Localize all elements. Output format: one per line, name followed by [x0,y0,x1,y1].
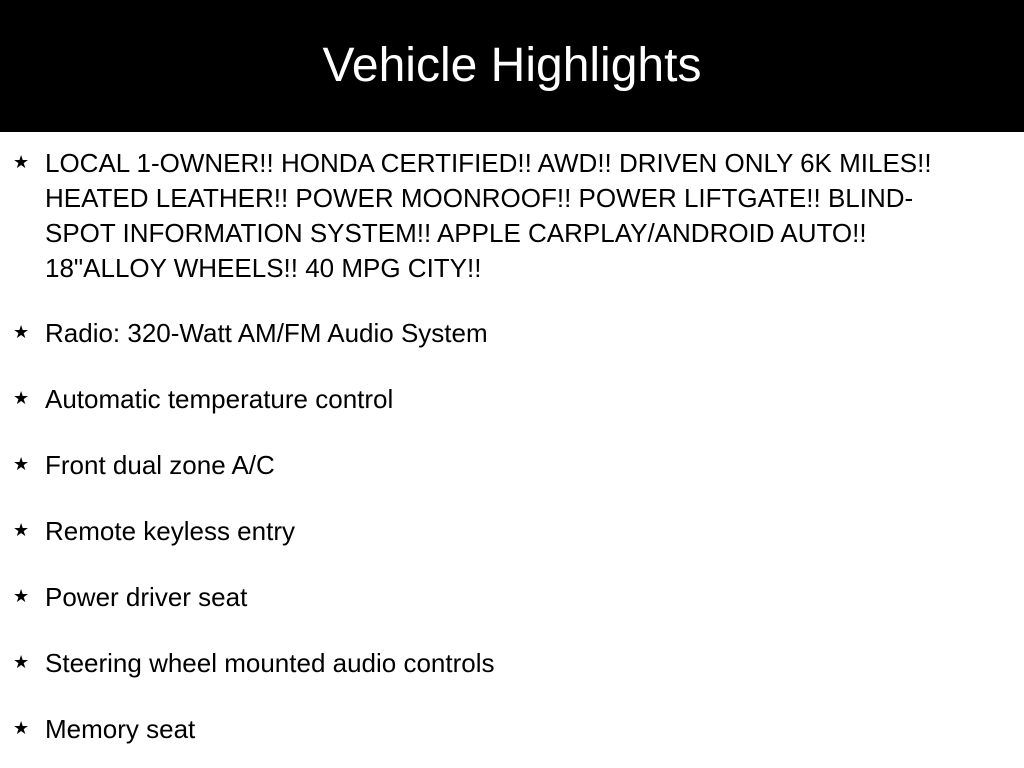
highlight-text: Power driver seat [45,582,248,612]
header-bar [0,0,1024,132]
star-icon: ★ [13,454,30,474]
list-item [0,712,1024,747]
list-item [0,580,1024,615]
page-title: Vehicle Highlights [322,38,702,92]
star-icon: ★ [13,520,30,540]
list-item [0,146,1024,286]
highlight-text: Radio: 320-Watt AM/FM Audio System [45,318,488,348]
highlight-text: Automatic temperature control [45,384,394,414]
highlight-text: Front dual zone A/C [45,450,275,480]
star-icon: ★ [13,388,30,408]
highlight-text: LOCAL 1-OWNER!! HONDA CERTIFIED!! AWD!! DRIVEN ONLY 6K MILES!! HEATED LEATHER!! POWER MOONROOF!! POWER LIFTGATE!! BLIND-SPOT INFORMATION SYSTEM!! APPLE CARPLAY/ANDROID AUTO!! 18"ALLOY WHEELS!! 40 MPG CITY!! [45,148,932,283]
star-icon: ★ [13,652,30,672]
list-item [0,646,1024,681]
highlight-text: Steering wheel mounted audio controls [45,648,495,678]
list-item [0,382,1024,417]
list-item [0,514,1024,549]
star-icon: ★ [13,718,30,738]
star-icon: ★ [13,586,30,606]
list-item [0,448,1024,483]
star-icon: ★ [13,322,30,342]
highlight-text: Remote keyless entry [45,516,295,546]
highlight-text: Memory seat [45,714,196,744]
star-icon: ★ [13,152,30,172]
list-item [0,316,1024,351]
